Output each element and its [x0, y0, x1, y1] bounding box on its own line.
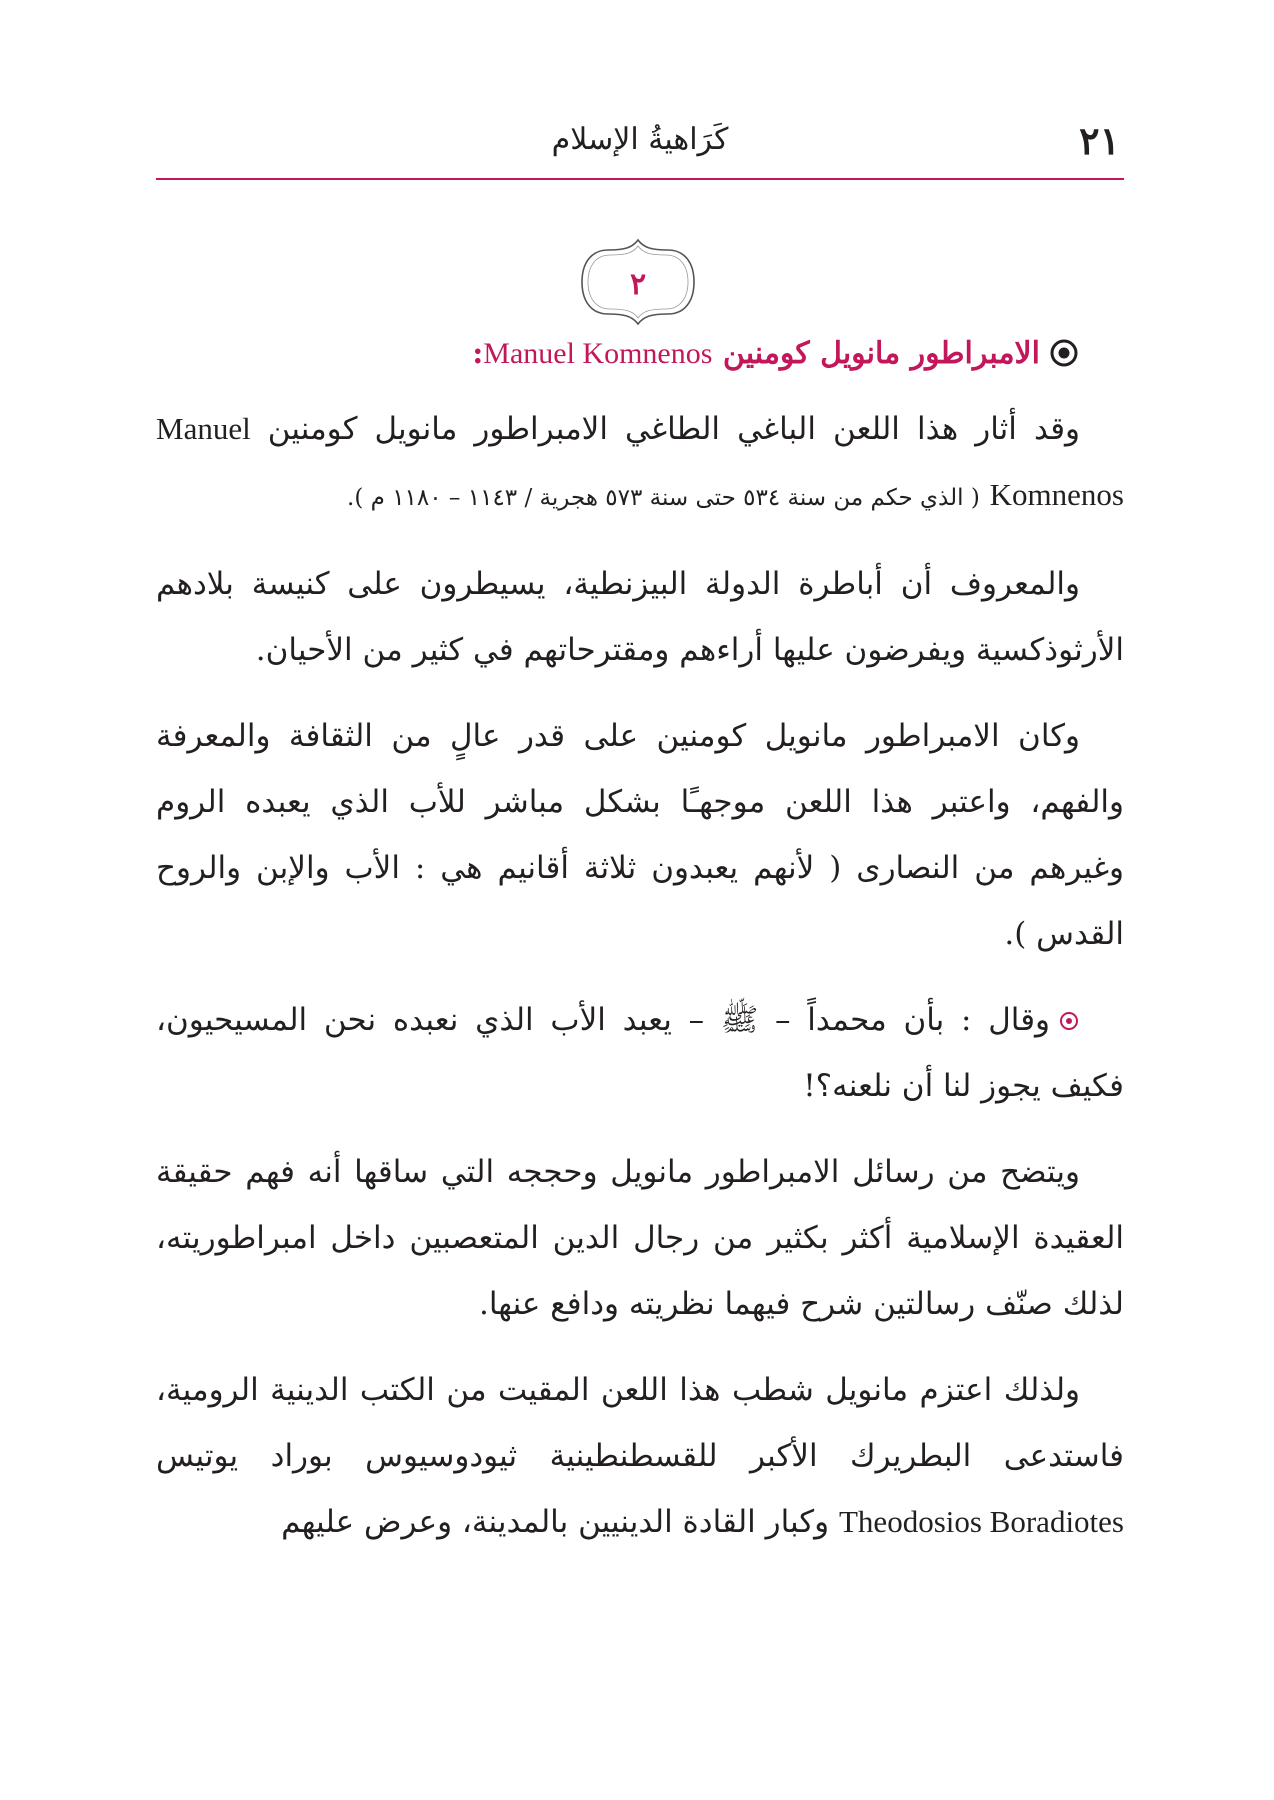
paragraph-6-main: ولذلك اعتزم مانويل شطب هذا اللعن المقيت من الكتب الدينية الرومية، فاستدعى البطريرك الأكبر للقسطنطينية ثيودوسيوس بوراد يوتيس [156, 1372, 1124, 1474]
section-number: ٢ [629, 267, 647, 302]
circled-dot-icon [1048, 337, 1080, 369]
paragraph-6 [156, 1357, 1124, 1555]
paragraph-1-latin: Manuel Komnenos [156, 411, 1124, 512]
ornamental-frame-icon [572, 236, 704, 328]
paragraph-1-note: ( الذي حكم من سنة ٥٣٤ حتى سنة ٥٧٣ هجرية / ١١٤٣ – ١١٨٠ م ). [347, 485, 980, 511]
paragraph-4 [156, 987, 1124, 1119]
flower-bullet-icon [1058, 1010, 1080, 1032]
page-content [156, 330, 1124, 1575]
section-number-badge [572, 236, 704, 328]
paragraph-5: ويتضح من رسائل الامبراطور مانويل وحججه التي ساقها أنه فهم حقيقة العقيدة الإسلامية أكثر بكثير من رجال الدين المتعصبين داخل امبراطوريته، لذلك صنّف رسالتين شرح فيهما نظريته ودافع عنها. [156, 1154, 1125, 1322]
paragraph-2: والمعروف أن أباطرة الدولة البيزنطية، يسيطرون على كنيسة بلادهم الأرثوذكسية ويفرضون عليها أراءهم ومقترحاتهم في كثير من الأحيان. [156, 566, 1124, 668]
page-header [156, 118, 1124, 180]
running-title: كَرَاهيةُ الإسلام [551, 122, 729, 157]
heading-colon: : [472, 336, 484, 371]
paragraph-6-end: وكبار القادة الدينيين بالمدينة، وعرض عليهم [281, 1504, 830, 1540]
paragraph-6-latin: Theodosios Boradiotes [839, 1504, 1124, 1539]
paragraph-4-text: وقال : بأن محمداً – ﷺ – يعبد الأب الذي نعبده نحن المسيحيون، فكيف يجوز لنا أن نلعنه؟! [156, 1002, 1124, 1104]
heading-arabic: الامبراطور مانويل كومنين [722, 336, 1040, 371]
page-number: ٢١ [1079, 118, 1120, 163]
paragraph-1-main: وقد أثار هذا اللعن الباغي الطاغي الامبراطور مانويل كومنين [267, 411, 1081, 447]
heading-latin: Manuel Komnenos [483, 337, 713, 370]
paragraph-1 [156, 396, 1124, 531]
paragraph-3: وكان الامبراطور مانويل كومنين على قدر عالٍ من الثقافة والمعرفة والفهم، واعتبر هذا اللعن موجهـًا بشكل مباشر للأب الذي يعبده الروم وغيرهم من النصارى ( لأنهم يعبدون ثلاثة أقانيم هي : الأب والإبن والروح القدس ). [156, 718, 1124, 952]
section-heading [156, 330, 1124, 378]
